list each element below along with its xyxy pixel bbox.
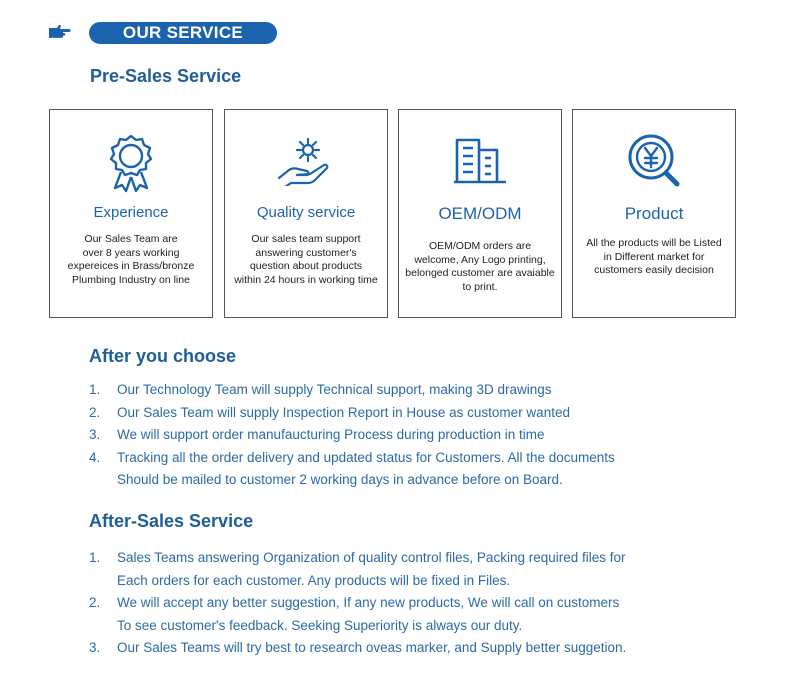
card-description: Our sales team support answering customer's question about products within 24 hours in working time bbox=[234, 233, 378, 286]
card-description: Our Sales Team are over 8 years working expereices in Brass/bronze Plumbing Industry on line bbox=[67, 233, 195, 286]
yen-magnifier-icon bbox=[626, 132, 682, 190]
list-item: 1. Sales Teams answering Organization of quality control files, Packing required files for Each orders for each customer. Any products will be fixed in Files. bbox=[89, 550, 626, 588]
list-item: 2. We will accept any better suggestion, If any new products, We will call on customers To see customer's feedback. Seeking Superiority is always our duty. bbox=[89, 595, 620, 633]
after-choose-heading: After you choose bbox=[89, 346, 237, 366]
card-title: OEM/ODM bbox=[438, 204, 522, 223]
award-ribbon-icon bbox=[105, 134, 157, 194]
pointing-hand-icon bbox=[49, 22, 73, 40]
list-item: 4. Tracking all the order delivery and updated status for Customers. All the documents Should be mailed to customer 2 working days in advance before on Board. bbox=[89, 449, 615, 487]
list-item: 3. We will support order manufaucturing Process during production in time bbox=[89, 427, 545, 442]
service-card-product bbox=[572, 109, 736, 318]
card-description: All the products will be Listed in Different market for customers easily decision bbox=[586, 237, 722, 276]
card-title: Quality service bbox=[256, 204, 356, 221]
after-choose-list bbox=[89, 379, 615, 492]
list-item: 3. Our Sales Teams will try best to research oveas marker, and Supply better suggetion. bbox=[89, 640, 627, 655]
card-title: Experience bbox=[93, 204, 169, 221]
service-card-quality bbox=[224, 109, 388, 318]
card-title: Product bbox=[624, 204, 684, 223]
list-item: 1. Our Technology Team will supply Technical support, making 3D drawings bbox=[89, 382, 552, 397]
service-card-experience bbox=[49, 109, 213, 318]
hand-gear-icon bbox=[277, 136, 335, 186]
after-sales-heading: After-Sales Service bbox=[89, 511, 254, 531]
presales-heading: Pre-Sales Service bbox=[90, 66, 242, 86]
service-card-oem-odm bbox=[398, 109, 562, 318]
after-sales-list bbox=[89, 547, 626, 660]
section-badge: OUR SERVICE bbox=[89, 22, 277, 44]
card-description: OEM/ODM orders are welcome, Any Logo printing, belonged customer are avaiable to print. bbox=[405, 240, 555, 293]
buildings-icon bbox=[453, 136, 507, 186]
list-item: 2. Our Sales Team will supply Inspection Report in House as customer wanted bbox=[89, 404, 570, 420]
